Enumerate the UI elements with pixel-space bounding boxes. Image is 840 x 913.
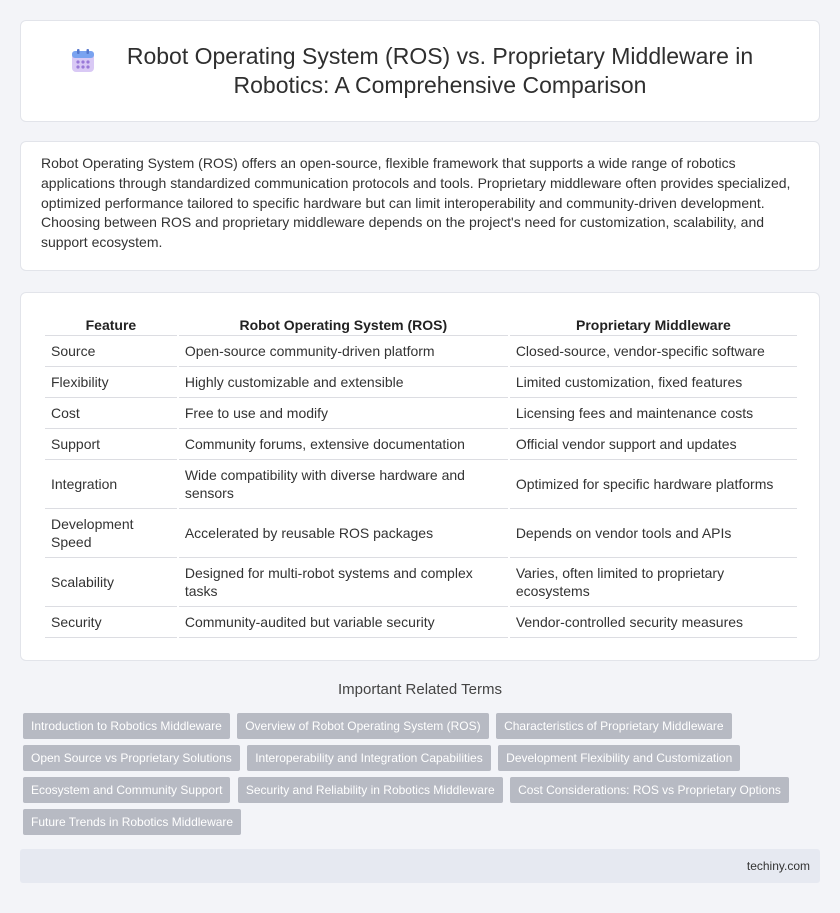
feature-cell: Scalability bbox=[45, 558, 177, 607]
proprietary-cell: Closed-source, vendor-specific software bbox=[510, 336, 797, 367]
ros-cell: Wide compatibility with diverse hardware and sensors bbox=[179, 460, 508, 509]
related-term-tag[interactable]: Introduction to Robotics Middleware bbox=[23, 713, 230, 739]
comparison-card bbox=[20, 292, 820, 661]
intro-paragraph: Robot Operating System (ROS) offers an open-source, flexible framework that supports a wide range of robotics applications through standardized communication protocols and tools. Proprietary middleware often provides specialized, optimized performance tailored to specific hardware but can limit interoperability and community-driven development. Choosing between ROS and proprietary middleware depends on the project's need for customization, scalability, and support ecosystem. bbox=[41, 155, 791, 251]
header-feature: Feature bbox=[45, 311, 177, 336]
related-term-tag[interactable]: Development Flexibility and Customization bbox=[498, 745, 740, 771]
ros-cell: Highly customizable and extensible bbox=[179, 367, 508, 398]
calendar-icon bbox=[70, 48, 96, 74]
table-row bbox=[45, 558, 797, 607]
feature-cell: Security bbox=[45, 607, 177, 638]
related-term-tag[interactable]: Interoperability and Integration Capabilities bbox=[247, 745, 490, 771]
table-header-row bbox=[45, 311, 797, 336]
page-title: Robot Operating System (ROS) vs. Proprietary Middleware in Robotics: A Comprehensive Comparison bbox=[126, 43, 754, 98]
related-term-tag[interactable]: Open Source vs Proprietary Solutions bbox=[23, 745, 240, 771]
footer bbox=[20, 849, 820, 883]
related-term-tag[interactable]: Security and Reliability in Robotics Middleware bbox=[238, 777, 503, 803]
table-row bbox=[45, 509, 797, 558]
proprietary-cell: Varies, often limited to proprietary ecosystems bbox=[510, 558, 797, 607]
feature-cell: Flexibility bbox=[45, 367, 177, 398]
related-term-tag[interactable]: Characteristics of Proprietary Middleware bbox=[496, 713, 731, 739]
ros-cell: Community forums, extensive documentation bbox=[179, 429, 508, 460]
table-row bbox=[45, 607, 797, 638]
proprietary-cell: Official vendor support and updates bbox=[510, 429, 797, 460]
proprietary-cell: Limited customization, fixed features bbox=[510, 367, 797, 398]
title-card bbox=[20, 20, 820, 122]
feature-cell: Development Speed bbox=[45, 509, 177, 558]
comparison-table bbox=[43, 311, 799, 638]
table-row bbox=[45, 460, 797, 509]
related-term-tag[interactable]: Ecosystem and Community Support bbox=[23, 777, 230, 803]
ros-cell: Community-audited but variable security bbox=[179, 607, 508, 638]
header-ros: Robot Operating System (ROS) bbox=[179, 311, 508, 336]
ros-cell: Free to use and modify bbox=[179, 398, 508, 429]
ros-cell: Designed for multi-robot systems and complex tasks bbox=[179, 558, 508, 607]
table-row bbox=[45, 429, 797, 460]
proprietary-cell: Depends on vendor tools and APIs bbox=[510, 509, 797, 558]
table-row bbox=[45, 398, 797, 429]
title-block bbox=[70, 42, 770, 100]
proprietary-cell: Licensing fees and maintenance costs bbox=[510, 398, 797, 429]
proprietary-cell: Optimized for specific hardware platforms bbox=[510, 460, 797, 509]
ros-cell: Accelerated by reusable ROS packages bbox=[179, 509, 508, 558]
header-proprietary: Proprietary Middleware bbox=[510, 311, 797, 336]
related-term-tag[interactable]: Cost Considerations: ROS vs Proprietary Options bbox=[510, 777, 789, 803]
ros-cell: Open-source community-driven platform bbox=[179, 336, 508, 367]
feature-cell: Cost bbox=[45, 398, 177, 429]
table-row bbox=[45, 367, 797, 398]
related-term-tag[interactable]: Future Trends in Robotics Middleware bbox=[23, 809, 241, 835]
related-term-tag[interactable]: Overview of Robot Operating System (ROS) bbox=[237, 713, 488, 739]
related-terms-heading: Important Related Terms bbox=[338, 681, 502, 698]
related-terms-list bbox=[23, 713, 823, 841]
feature-cell: Support bbox=[45, 429, 177, 460]
feature-cell: Source bbox=[45, 336, 177, 367]
intro-card bbox=[20, 141, 820, 271]
proprietary-cell: Vendor-controlled security measures bbox=[510, 607, 797, 638]
feature-cell: Integration bbox=[45, 460, 177, 509]
footer-brand[interactable]: techiny.com bbox=[746, 859, 810, 873]
table-row bbox=[45, 336, 797, 367]
